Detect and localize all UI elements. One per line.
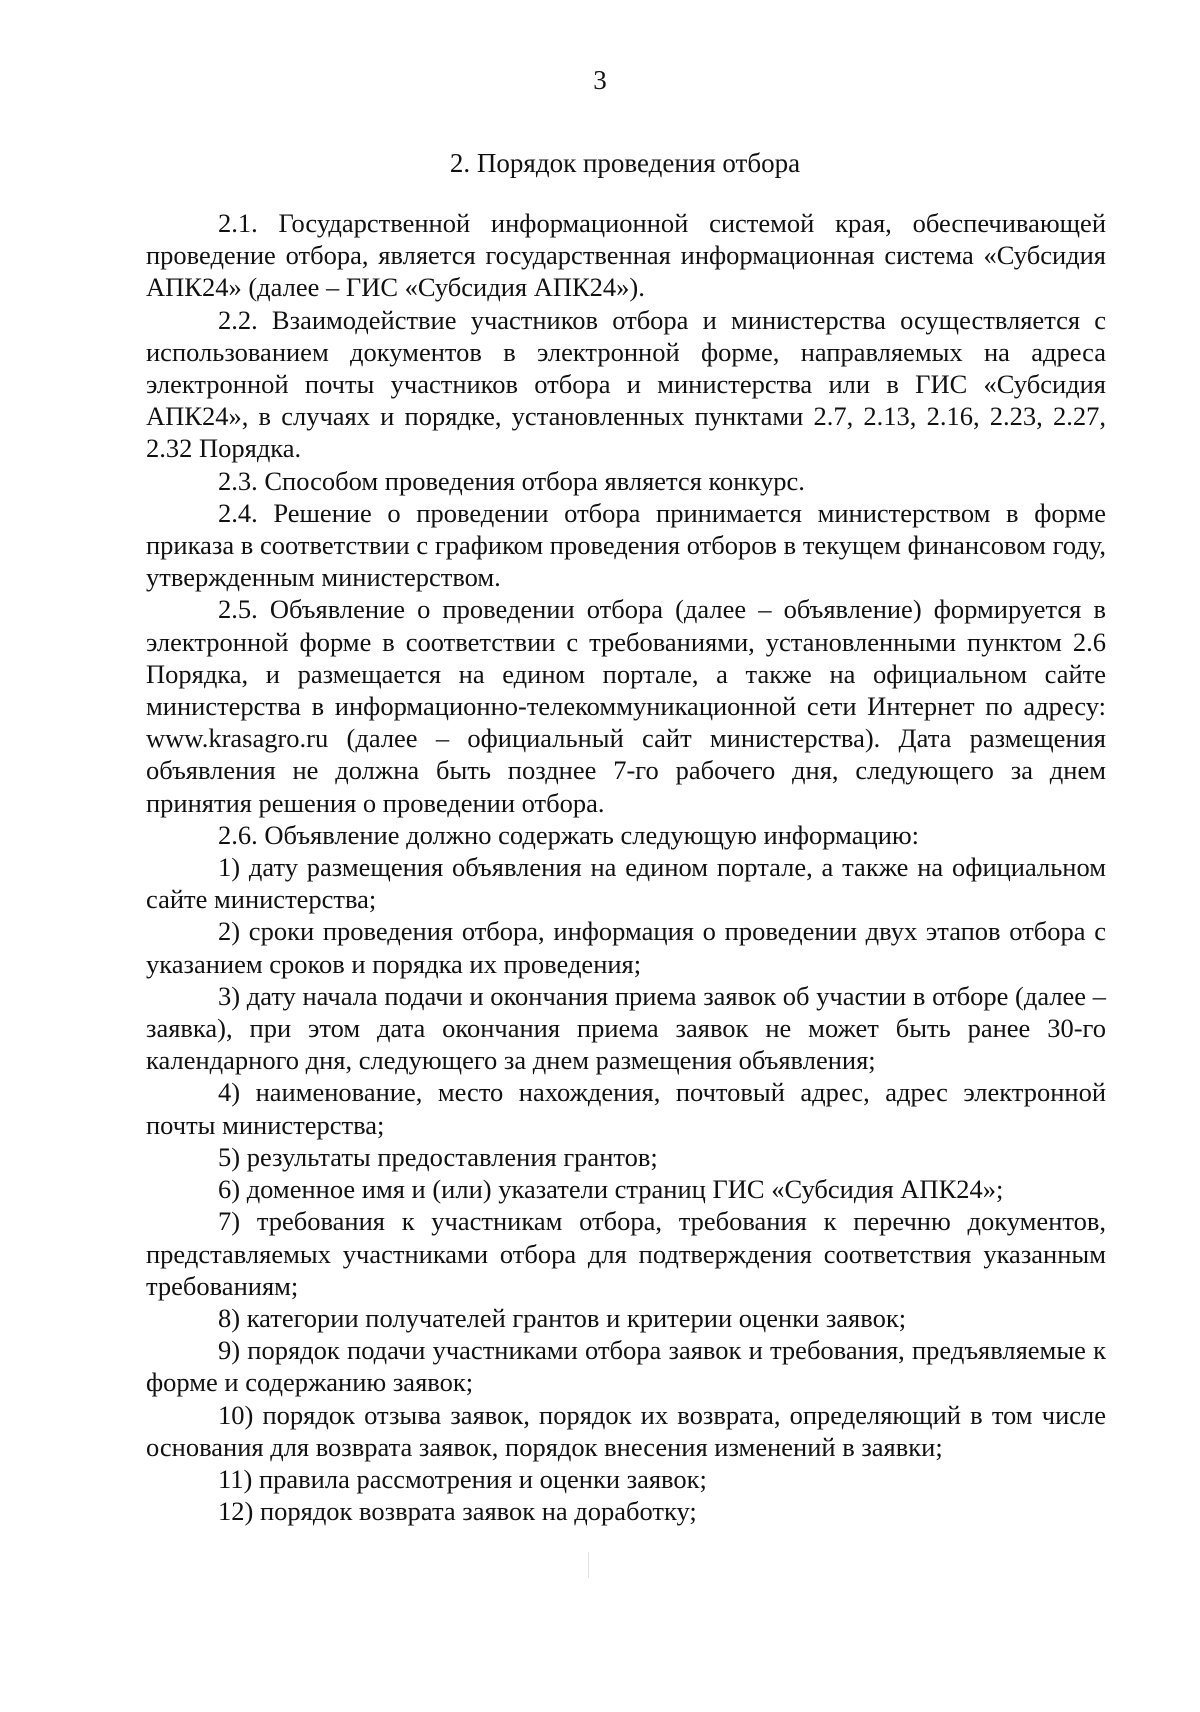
paragraph-2-4: 2.4. Решение о проведении отбора принимается министерством в форме приказа в соответствии с графиком проведения отборов в текущем финансовом году, утвержденным министерством. xyxy=(146,497,1106,593)
paragraph-2-2: 2.2. Взаимодействие участников отбора и министерства осуществляется с использованием документов в электронной форме, направляемых на адреса электронной почты участников отбора и министерства или в ГИС «Субсидия АПК24», в случаях и порядке, установленных пунктами 2.7, 2.13, 2.16, 2.23, 2.27, 2.32 Порядка. xyxy=(146,304,1106,464)
list-item-12: 12) порядок возврата заявок на доработку; xyxy=(218,1496,697,1527)
list-item-11: 11) правила рассмотрения и оценки заявок; xyxy=(218,1463,707,1494)
page-number: 3 xyxy=(593,65,607,95)
list-item-9: 9) порядок подачи участниками отбора заявок и требования, предъявляемые к форме и содержанию заявок; xyxy=(146,1335,1106,1398)
list-item-4: 4) наименование, место нахождения, почтовый адрес, адрес электронной почты министерства; xyxy=(146,1077,1106,1140)
paragraph-2-3: 2.3. Способом проведения отбора является конкурс. xyxy=(218,465,805,496)
paragraph-2-1: 2.1. Государственной информационной системой края, обеспечивающей проведение отбора, является государственная информационная система «Субсидия АПК24» (далее – ГИС «Субсидия АПК24»). xyxy=(146,208,1106,303)
document-body xyxy=(146,207,1106,1527)
list-item-5: 5) результаты предоставления грантов; xyxy=(218,1141,658,1172)
list-item-7: 7) требования к участникам отбора, требования к перечню документов, представляемых участниками отбора для подтверждения соответствия указанным требованиям; xyxy=(146,1206,1106,1301)
list-item-2: 2) сроки проведения отбора, информация о проведении двух этапов отбора с указанием сроков и порядка их проведения; xyxy=(146,916,1106,979)
section-title: 2. Порядок проведения отбора xyxy=(449,148,801,178)
list-item-8: 8) категории получателей грантов и критерии оценки заявок; xyxy=(218,1302,907,1333)
list-item-6: 6) доменное имя и (или) указатели страниц ГИС «Субсидия АПК24»; xyxy=(218,1174,1004,1205)
list-item-10: 10) порядок отзыва заявок, порядок их возврата, определяющий в том числе основания для возврата заявок, порядок внесения изменений в заявки; xyxy=(146,1399,1106,1462)
scan-artifact xyxy=(588,1552,589,1578)
list-item-3: 3) дату начала подачи и окончания приема заявок об участии в отборе (далее – заявка), при этом дата окончания приема заявок не может быть ранее 30-го календарного дня, следующего за днем размещения объявления; xyxy=(146,980,1106,1076)
list-item-1: 1) дату размещения объявления на едином портале, а также на официальном сайте министерства; xyxy=(146,852,1106,915)
paragraph-2-6: 2.6. Объявление должно содержать следующую информацию: xyxy=(218,819,920,850)
paragraph-2-5: 2.5. Объявление о проведении отбора (далее – объявление) формируется в электронной форме в соответствии с требованиями, установленными пунктом 2.6 Порядка, и размещается на едином портале, а также на официальном сайте министерства в информационно-телекоммуникационной сети Интернет по адресу: www.krasagro.ru (далее – официальный сайт министерства). Дата размещения объявления не должна быть позднее 7-го рабочего дня, следующего за днем принятия решения о проведении отбора. xyxy=(146,594,1106,818)
